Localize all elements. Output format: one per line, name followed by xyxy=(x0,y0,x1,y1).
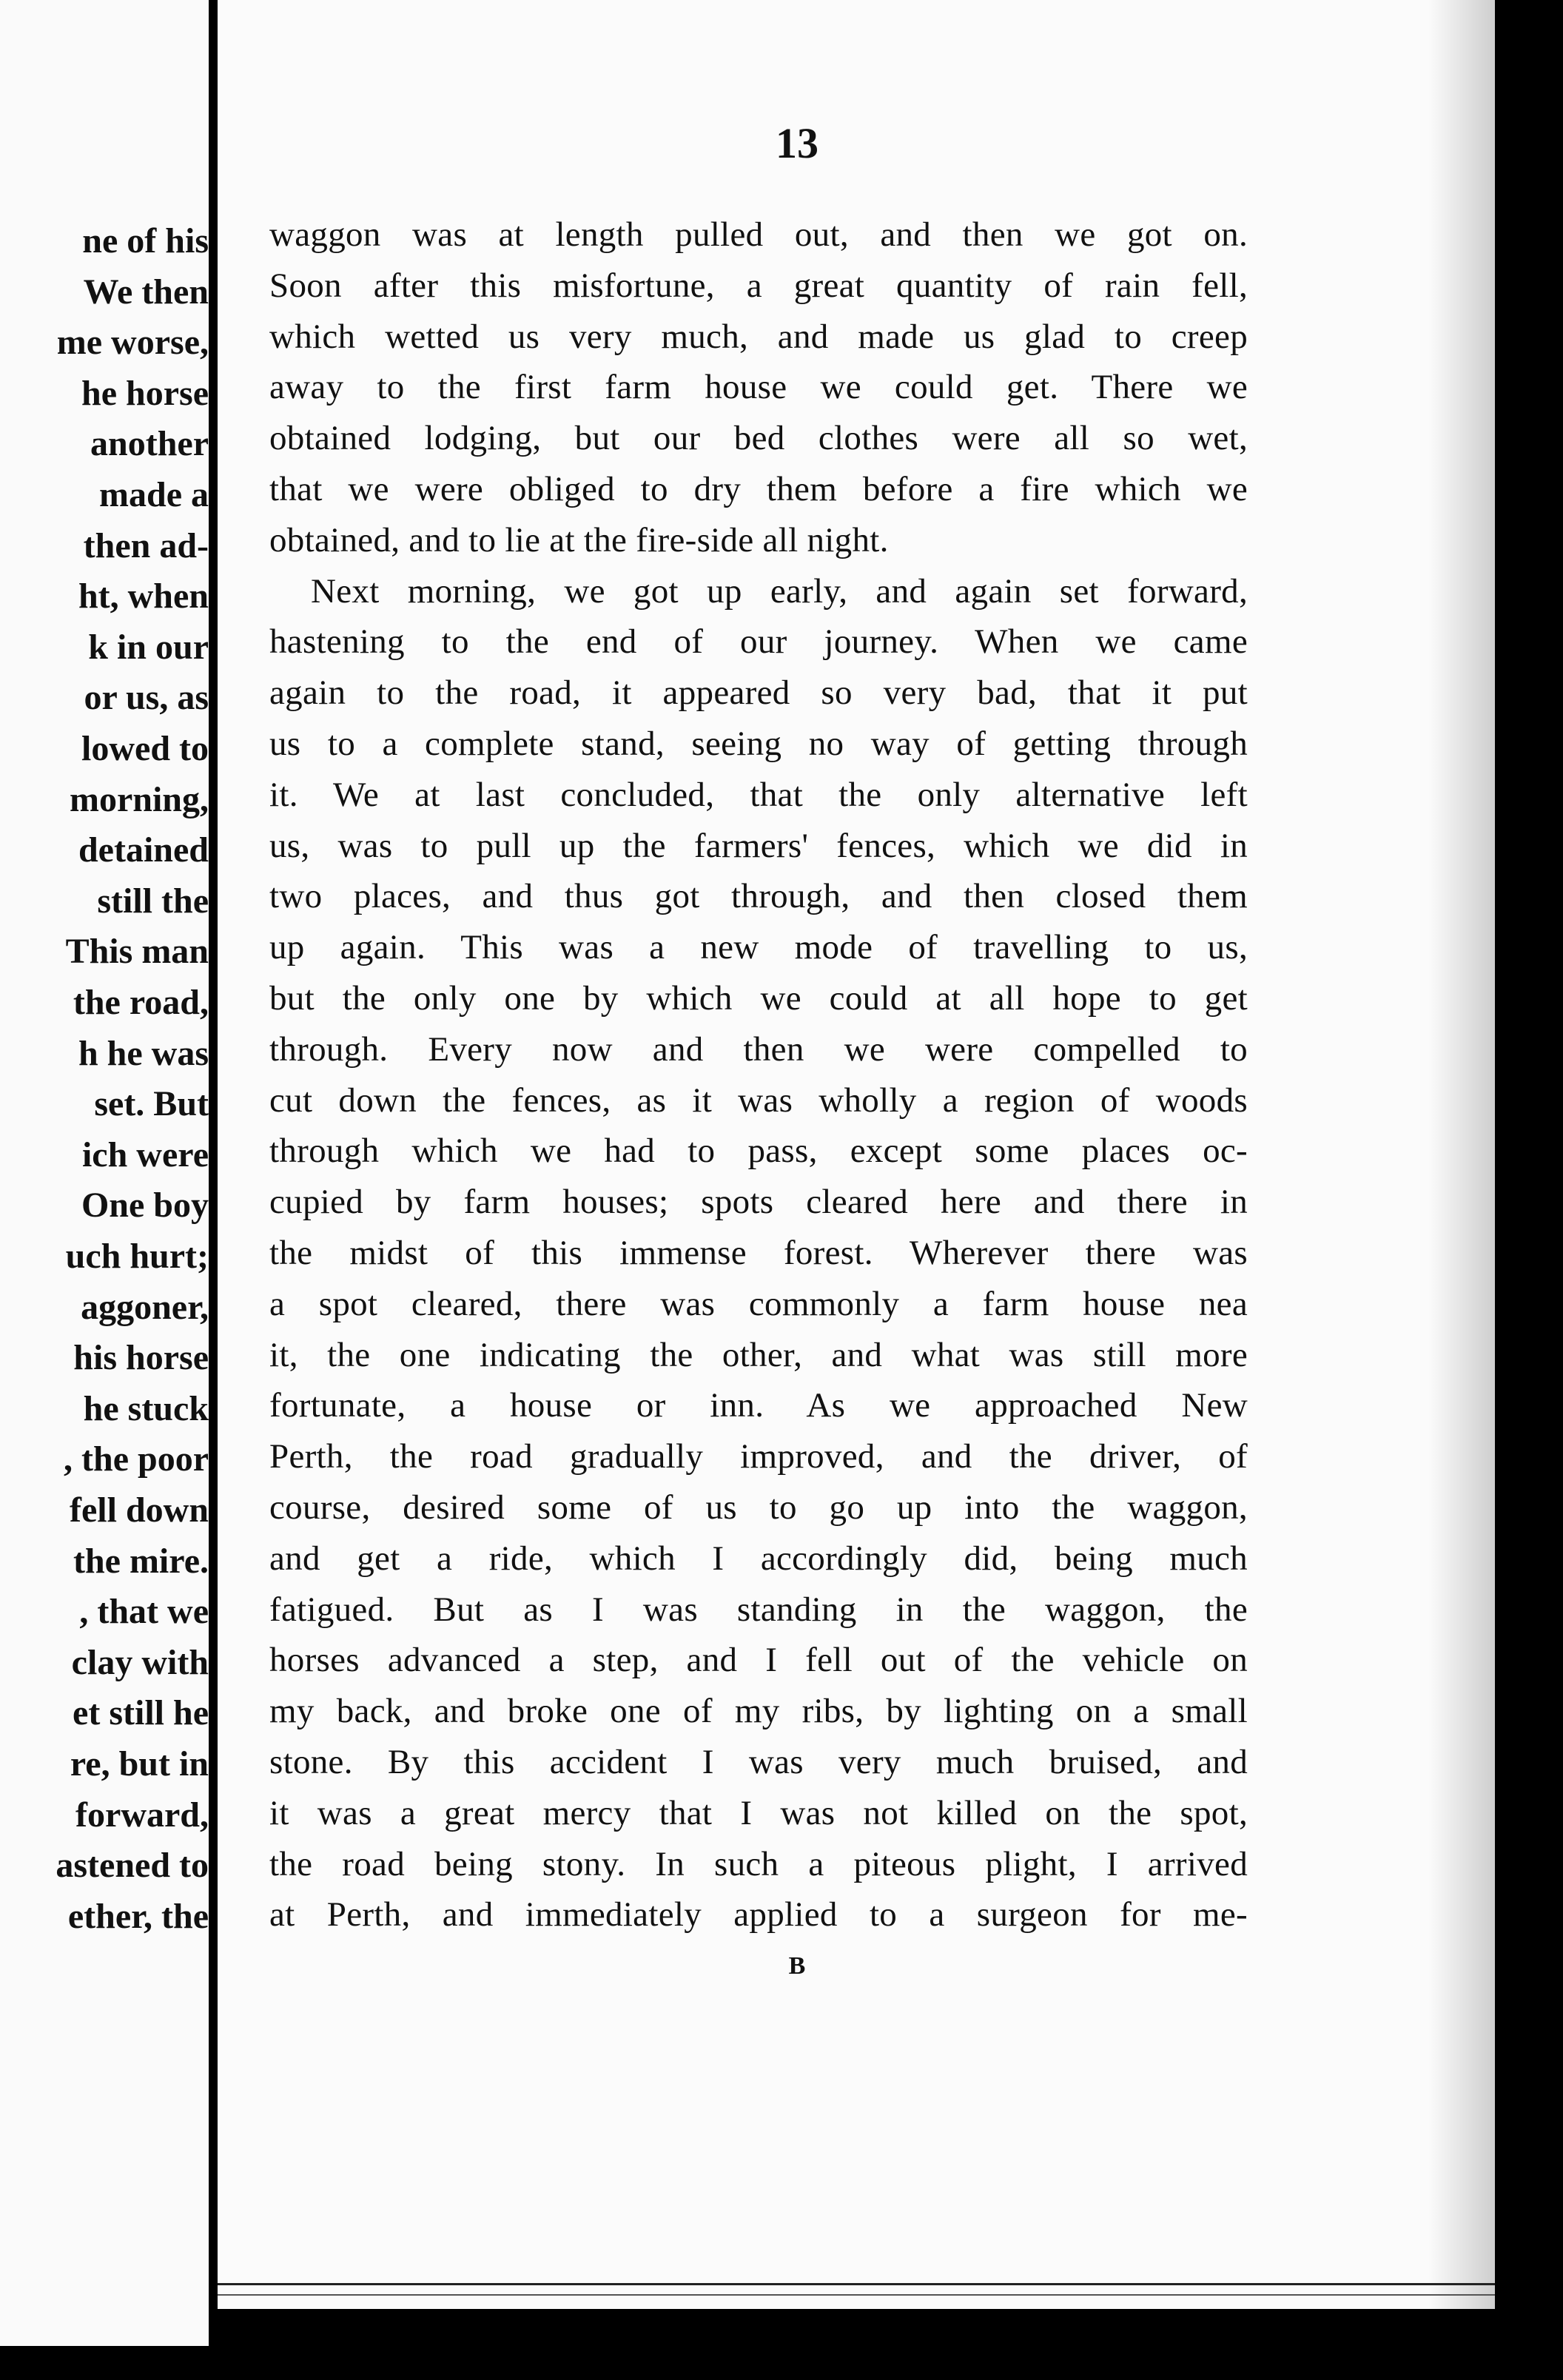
text-line: cut down the fences, as it was wholly a region of woods xyxy=(269,1081,1248,1120)
page-bottom-edge-inner xyxy=(218,2294,1495,2296)
paragraph-first-line: Next morning, we got up early, and again set forward, xyxy=(311,572,1248,611)
left-page-line: still the xyxy=(97,881,209,921)
left-page-line: the road, xyxy=(73,983,209,1022)
left-page-line: fell down xyxy=(69,1490,209,1530)
left-page-line: ich were xyxy=(81,1135,209,1174)
left-page-line: , the poor xyxy=(64,1439,209,1479)
left-page-line: or us, as xyxy=(84,678,209,717)
text-line: my back, and broke one of my ribs, by lighting on a small xyxy=(269,1692,1248,1730)
left-page-line: k in our xyxy=(88,628,209,667)
left-page-line: made a xyxy=(99,475,209,514)
text-line: through which we had to pass, except some places oc- xyxy=(269,1132,1248,1170)
text-line: stone. By this accident I was very much bruised, and xyxy=(269,1743,1248,1781)
text-line: Soon after this misfortune, a great quantity of rain fell, xyxy=(269,266,1248,305)
left-page-line: This man xyxy=(65,932,209,971)
left-page-line: set. But xyxy=(94,1084,209,1123)
signature-mark: B xyxy=(788,1952,806,1980)
text-line: a spot cleared, there was commonly a farm house nea xyxy=(269,1285,1248,1323)
left-page-line: astened to xyxy=(56,1846,209,1885)
left-page-line: , that we xyxy=(79,1592,209,1631)
text-line: waggon was at length pulled out, and then we got on. xyxy=(269,215,1248,254)
left-page-line: morning, xyxy=(69,780,209,819)
text-line: it. We at last concluded, that the only alternative left xyxy=(269,776,1248,814)
text-line: us, was to pull up the farmers' fences, which we did in xyxy=(269,827,1248,865)
text-line: obtained, and to lie at the fire-side all night. xyxy=(269,521,889,559)
text-line: us to a complete stand, seeing no way of getting through xyxy=(269,725,1248,763)
text-line: cupied by farm houses; spots cleared here and there in xyxy=(269,1183,1248,1221)
left-page-line: h he was xyxy=(78,1034,209,1073)
left-page-line: lowed to xyxy=(81,729,209,768)
text-line: up again. This was a new mode of travelling to us, xyxy=(269,928,1248,967)
text-line: that we were obliged to dry them before a fire which we xyxy=(269,470,1248,508)
left-page-line: detained xyxy=(78,830,209,870)
previous-page-fragment xyxy=(0,0,209,2346)
text-line: again to the road, it appeared so very bad, that it put xyxy=(269,673,1248,712)
text-line: the road being stony. In such a piteous plight, I arrived xyxy=(269,1845,1248,1883)
text-line: it was a great mercy that I was not killed on the spot, xyxy=(269,1794,1248,1832)
left-page-line: ether, the xyxy=(67,1897,209,1936)
text-line: and get a ride, which I accordingly did, being much xyxy=(269,1539,1248,1578)
text-line: away to the first farm house we could get. There we xyxy=(269,368,1248,406)
left-page-line: the mire. xyxy=(73,1542,209,1581)
text-line: the midst of this immense forest. Wherever there was xyxy=(269,1234,1248,1272)
left-page-line: another xyxy=(90,424,209,463)
text-line: two places, and thus got through, and then closed them xyxy=(269,877,1248,915)
text-line: obtained lodging, but our bed clothes were all so wet, xyxy=(269,419,1248,457)
text-line: horses advanced a step, and I fell out of the vehicle on xyxy=(269,1641,1248,1679)
book-gutter xyxy=(209,0,218,2380)
left-page-line: ne of his xyxy=(82,221,209,260)
text-line: it, the one indicating the other, and what was still more xyxy=(269,1336,1248,1374)
left-page-line: he stuck xyxy=(83,1389,209,1428)
left-page-line: One boy xyxy=(81,1186,209,1225)
text-line: fortunate, a house or inn. As we approached New xyxy=(269,1386,1248,1425)
text-line: course, desired some of us to go up into the waggon, xyxy=(269,1488,1248,1527)
left-page-line: aggoner, xyxy=(81,1288,209,1327)
scan-bottom-border xyxy=(218,2309,1495,2380)
left-page-line: ht, when xyxy=(78,576,209,616)
text-line: fatigued. But as I was standing in the waggon, the xyxy=(269,1590,1248,1629)
left-page-line: clay with xyxy=(71,1643,209,1682)
text-line: but the only one by which we could at all hope to get xyxy=(269,979,1248,1018)
text-line: Perth, the road gradually improved, and the driver, of xyxy=(269,1437,1248,1476)
page xyxy=(218,0,1495,2368)
left-page-line: forward, xyxy=(75,1795,209,1835)
page-edge-shadow xyxy=(1428,0,1495,2368)
left-page-line: re, but in xyxy=(70,1744,209,1784)
left-page-line: et still he xyxy=(73,1693,209,1732)
text-line: hastening to the end of our journey. When we came xyxy=(269,622,1248,661)
left-page-line: We then xyxy=(83,272,209,312)
left-page-line: then ad- xyxy=(83,526,209,565)
left-page-line: me worse, xyxy=(56,323,209,362)
text-line: through. Every now and then we were compelled to xyxy=(269,1030,1248,1069)
left-page-line: uch hurt; xyxy=(65,1237,209,1276)
left-page-line: he horse xyxy=(81,374,209,413)
text-line: which wetted us very much, and made us glad to creep xyxy=(269,317,1248,356)
page-bottom-edge xyxy=(218,2283,1495,2285)
left-page-line: his horse xyxy=(73,1338,209,1377)
page-number: 13 xyxy=(776,119,819,167)
text-line: at Perth, and immediately applied to a surgeon for me- xyxy=(269,1895,1248,1934)
